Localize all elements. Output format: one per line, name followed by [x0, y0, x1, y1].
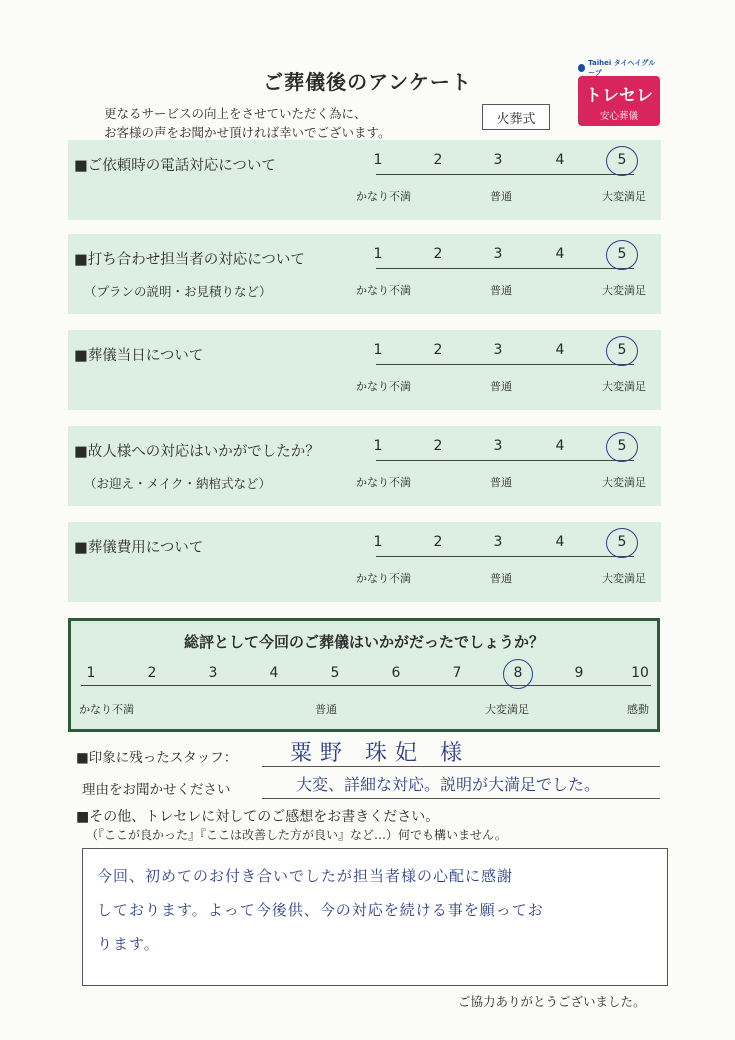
overall-option-8[interactable]: 8 — [513, 665, 523, 681]
scale-option-1[interactable]: 1 — [373, 534, 383, 550]
question-block — [68, 522, 661, 602]
scale-line — [376, 364, 634, 365]
scale-option-2[interactable]: 2 — [433, 438, 443, 454]
reason-label: 理由をお聞かせください — [82, 782, 231, 798]
comments-note: （『ここが良かった』『ここは改善した方が良い』など…）何でも構いません。 — [86, 828, 507, 842]
selected-answer-circle — [606, 146, 638, 176]
comment-line: 今回、初めてのお付き合いでしたが担当者様の心配に感謝 — [97, 867, 514, 885]
scale-option-4[interactable]: 4 — [555, 246, 565, 262]
scale-line — [376, 268, 634, 269]
overall-option-7[interactable]: 7 — [452, 665, 462, 681]
brand-logo — [578, 59, 660, 126]
scale-label-mid: 普通 — [490, 380, 512, 393]
scale-option-1[interactable]: 1 — [373, 342, 383, 358]
question-subtitle: （お迎え・メイク・納棺式など） — [84, 476, 272, 491]
selected-answer-circle — [606, 240, 638, 270]
scale-label-mid: 普通 — [490, 190, 512, 203]
scale-label-low: かなり不満 — [356, 476, 411, 489]
question-block — [68, 234, 661, 314]
scale-label-mid: 普通 — [490, 284, 512, 297]
scale-option-5[interactable]: 5 — [617, 438, 627, 454]
scale-option-3[interactable]: 3 — [493, 246, 503, 262]
scale-line — [376, 556, 634, 557]
overall-option-1[interactable]: 1 — [86, 665, 96, 681]
question-title: ■ご依頼時の電話対応について — [74, 158, 276, 174]
ceremony-type-tag: 火葬式 — [482, 104, 550, 130]
overall-title: 総評として今回のご葬儀はいかがだったでしょうか？ — [183, 633, 544, 651]
scale-label-low: かなり不満 — [356, 380, 411, 393]
overall-option-6[interactable]: 6 — [391, 665, 401, 681]
reason-underline — [262, 798, 660, 799]
comment-box[interactable] — [82, 848, 668, 986]
scale-option-2[interactable]: 2 — [433, 342, 443, 358]
scale-option-4[interactable]: 4 — [555, 342, 565, 358]
scale-label-high: 大変満足 — [602, 476, 646, 489]
comments-label: ■その他、トレセレに対してのご感想をお書きください。 — [76, 809, 440, 825]
scale-label-mid: 普通 — [490, 476, 512, 489]
question-block — [68, 426, 661, 506]
scale-label-low: かなり不満 — [356, 572, 411, 585]
intro-line-1: 更なるサービスの向上をさせていただく為に、 — [104, 106, 367, 121]
intro-text — [104, 104, 391, 142]
selected-answer-circle — [606, 336, 638, 366]
overall-selected-circle — [503, 659, 533, 689]
overall-option-5[interactable]: 5 — [330, 665, 340, 681]
overall-option-3[interactable]: 3 — [208, 665, 218, 681]
scale-label-high: 大変満足 — [602, 284, 646, 297]
comment-line: ります。 — [97, 935, 160, 953]
question-block — [68, 330, 661, 410]
scale-label-low: かなり不満 — [356, 190, 411, 203]
scale-option-1[interactable]: 1 — [373, 152, 383, 168]
scale-line — [376, 174, 634, 175]
scale-label-high: 大変満足 — [602, 572, 646, 585]
page-title: ご葬儀後のアンケート — [263, 70, 472, 94]
scale-option-5[interactable]: 5 — [617, 246, 627, 262]
scale-option-2[interactable]: 2 — [433, 534, 443, 550]
scale-option-1[interactable]: 1 — [373, 438, 383, 454]
overall-label-mid: 普通 — [315, 703, 337, 716]
intro-line-2: お客様の声をお聞かせ頂ければ幸いでございます。 — [104, 125, 391, 140]
group-name: Taihei タイヘイグループ — [588, 59, 656, 77]
overall-scale-line — [81, 685, 651, 686]
scale-label-high: 大変満足 — [602, 380, 646, 393]
scale-label-low: かなり不満 — [356, 284, 411, 297]
question-title: ■故人様への対応はいかがでしたか？ — [74, 444, 320, 460]
staff-underline — [262, 766, 660, 767]
scale-option-4[interactable]: 4 — [555, 152, 565, 168]
scale-option-4[interactable]: 4 — [555, 534, 565, 550]
scale-option-3[interactable]: 3 — [493, 152, 503, 168]
scale-label-mid: 普通 — [490, 572, 512, 585]
question-title: ■葬儀当日について — [74, 348, 204, 364]
selected-answer-circle — [606, 432, 638, 462]
overall-label-high: 大変満足 — [485, 703, 529, 716]
taihei-mark-icon — [578, 64, 585, 72]
brand-badge — [578, 76, 660, 126]
scale-line — [376, 460, 634, 461]
brand-name: トレセレ — [585, 85, 653, 106]
thanks-text: ご協力ありがとうございました。 — [458, 994, 646, 1009]
overall-label-low: かなり不満 — [79, 703, 134, 716]
overall-option-2[interactable]: 2 — [147, 665, 157, 681]
overall-option-10[interactable]: 10 — [631, 665, 649, 681]
scale-option-4[interactable]: 4 — [555, 438, 565, 454]
brand-sub: 安心葬儀 — [599, 110, 638, 122]
comment-line: しております。よって今後供、今の対応を続ける事を願ってお — [97, 901, 544, 919]
group-logo — [578, 59, 660, 77]
scale-option-3[interactable]: 3 — [493, 342, 503, 358]
selected-answer-circle — [606, 528, 638, 558]
scale-option-2[interactable]: 2 — [433, 152, 443, 168]
staff-label: ■印象に残ったスタッフ： — [76, 750, 238, 766]
question-subtitle: （プランの説明・お見積りなど） — [84, 284, 272, 299]
scale-option-5[interactable]: 5 — [617, 342, 627, 358]
overall-option-9[interactable]: 9 — [574, 665, 584, 681]
scale-option-1[interactable]: 1 — [373, 246, 383, 262]
overall-option-4[interactable]: 4 — [269, 665, 279, 681]
scale-option-5[interactable]: 5 — [617, 152, 627, 168]
scale-option-3[interactable]: 3 — [493, 438, 503, 454]
scale-option-5[interactable]: 5 — [617, 534, 627, 550]
scale-option-3[interactable]: 3 — [493, 534, 503, 550]
staff-name[interactable]: 粟野 珠妃 様 — [290, 741, 470, 766]
question-title: ■葬儀費用について — [74, 540, 204, 556]
scale-option-2[interactable]: 2 — [433, 246, 443, 262]
overall-label-top: 感動 — [627, 703, 649, 716]
scale-label-high: 大変満足 — [602, 190, 646, 203]
reason-text[interactable]: 大変、詳細な対応。説明が大満足でした。 — [296, 775, 601, 794]
overall-rating-box — [68, 618, 660, 732]
question-title: ■打ち合わせ担当者の対応について — [74, 252, 305, 268]
question-block — [68, 140, 661, 220]
